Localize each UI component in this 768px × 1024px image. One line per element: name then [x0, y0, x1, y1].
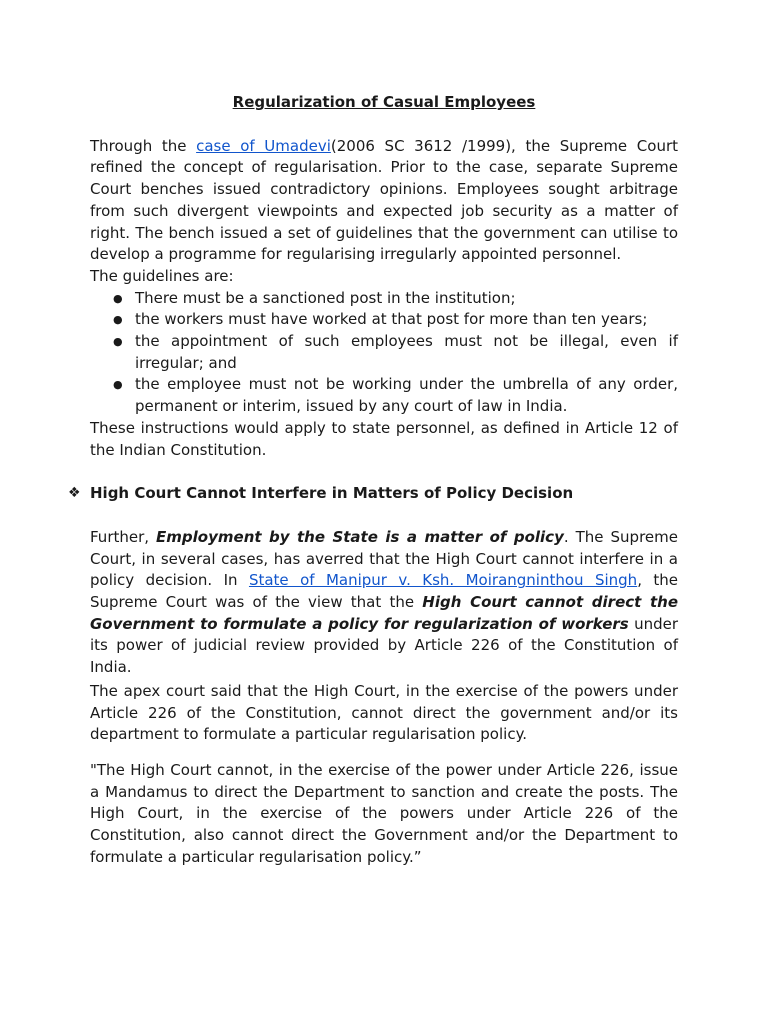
intro-paragraph: [90, 136, 678, 266]
manipur-case-link[interactable]: State of Manipur v. Ksh. Moirangninthou Singh: [248, 571, 638, 590]
policy-text: Further,: [90, 527, 157, 546]
guideline-item: ● the appointment of such employees must not be illegal, even if irregular; and: [135, 331, 678, 374]
guideline-item: ● the workers must have worked at that post for more than ten years;: [135, 309, 678, 331]
guideline-item: ● the employee must not be working under the umbrella of any order, permanent or interim, issued by any court of law in India.: [135, 374, 678, 417]
quote-paragraph: "The High Court cannot, in the exercise of the power under Article 226, issue a Mandamus to direct the Department to sanction and create the posts. The High Court, in the exercise of the powers under Article 226 of the Constitution, also cannot direct the Government and/or the Department to formulate a particular regularisation policy.”: [90, 760, 678, 866]
umadevi-case-link[interactable]: case of Umadevi: [196, 136, 331, 155]
policy-emphasis: High Court cannot direct the Government to formulate a policy for regularization of workers: [90, 593, 678, 633]
section-heading: [68, 483, 678, 505]
guidelines-lead: The guidelines are:: [90, 266, 234, 285]
policy-text: . The Supreme Court, in several cases, has averred that the High Court cannot interfere in a policy decision. In: [90, 527, 678, 590]
policy-text: under its power of judicial review provided by Article 226 of the Constitution of India.: [90, 614, 679, 677]
document-title: Regularization of Casual Employees: [232, 93, 536, 111]
intro-text-post: (2006 SC 3612 /1999), the Supreme Court refined the concept of regularisation. Prior to the case, separate Supreme Court benches issued contradictory opinions. Employees sought arbitrage from such divergent viewpoints and expected job security as a matter of right. The bench issued a set of guidelines that the government can utilise to develop a programme for regularising irregularly appointed personnel.: [90, 136, 678, 264]
policy-emphasis: Employment by the State is a matter of policy: [156, 527, 564, 546]
policy-text: , the Supreme Court was of the view that the: [90, 571, 678, 612]
diamond-bullet-icon: ❖: [68, 485, 81, 502]
section-heading-text: High Court Cannot Interfere in Matters of Policy Decision: [90, 484, 574, 503]
document-page: [68, 92, 679, 869]
guideline-item: ● There must be a sanctioned post in the institution;: [135, 288, 678, 310]
guidelines-list: [90, 288, 678, 418]
policy-paragraph: [90, 527, 678, 679]
instructions-paragraph: These instructions would apply to state personnel, as defined in Article 12 of the Indian Constitution.: [90, 418, 678, 459]
apex-court-paragraph: The apex court said that the High Court, in the exercise of the powers under Article 226 of the Constitution, cannot direct the government and/or its department to formulate a particular regularisation policy.: [90, 681, 678, 744]
intro-text-pre: Through the: [90, 136, 197, 155]
